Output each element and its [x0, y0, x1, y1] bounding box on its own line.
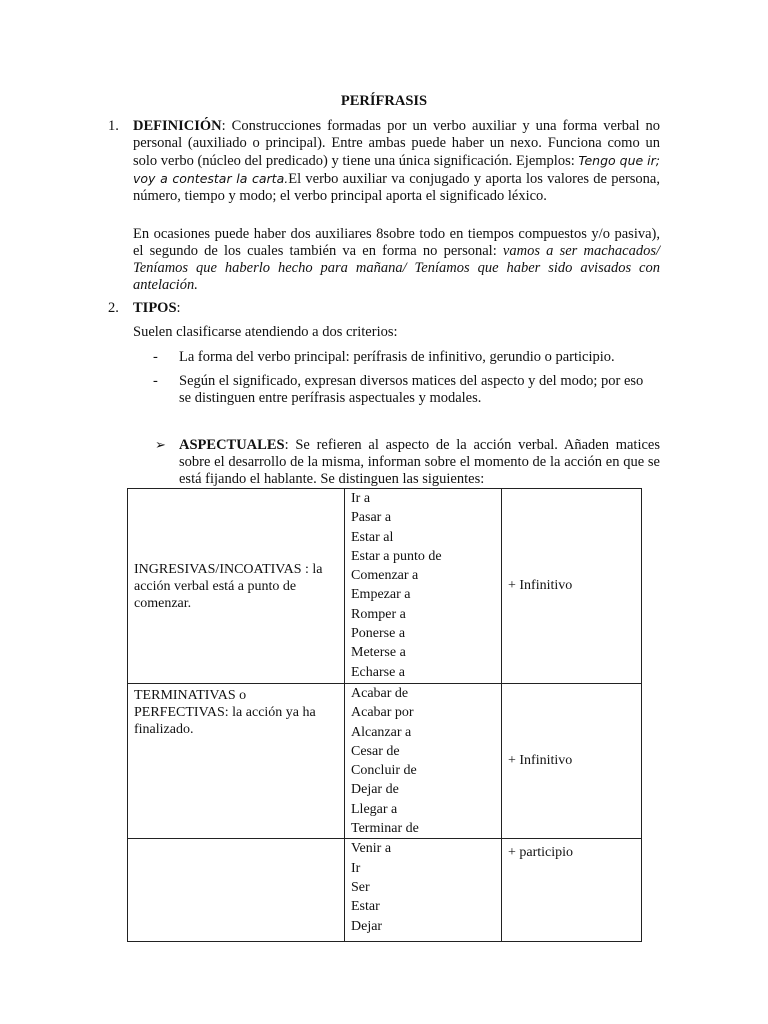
verb-item: Terminar de: [351, 821, 419, 837]
definicion-paragraph: [133, 118, 660, 205]
definicion-example: Tengo que ir; voy a contestar la carta.: [133, 153, 660, 186]
definicion-text-b: El verbo auxiliar va conjugado y aporta los valores de persona, número, tiempo y modo; el verbo principal aporta el significado léxico.: [133, 171, 660, 204]
verbs-cell: [345, 684, 502, 839]
form-cell: [502, 839, 642, 942]
form-cell: [502, 684, 642, 839]
definicion-text-a: : Construcciones formadas por un verbo auxiliar y una forma verbal no personal (auxiliado o principal). Entre ambas puede haber un nexo. Funciona como un solo verbo (núcleo del predicado) y tiene una única significación. Ejemplos:: [133, 118, 660, 169]
verb-item: Venir a: [351, 841, 392, 857]
type-text: INGRESIVAS/INCOATIVAS : la acción verbal está a punto de comenzar.: [134, 561, 323, 611]
perifrasis-table: [127, 488, 642, 942]
section-definicion: [108, 118, 660, 205]
list-item-text: Según el significado, expresan diversos matices del aspecto y del modo; por eso se distinguen entre perífrasis aspectuales y modales.: [179, 373, 644, 406]
verb-item: Estar al: [351, 529, 394, 545]
aspectuales-text: : Se refieren al aspecto de la acción verbal. Añaden matices sobre el desarrollo de la misma, informan sobre el momento de la acción en que se está fijando el hablante. Se distinguen las siguientes:: [179, 437, 660, 487]
verb-item: Comenzar a: [351, 568, 419, 584]
auxiliares-examples: vamos a ser machacados/ Teníamos que haberlo hecho para mañana/ Teníamos que haber sido avisados con antelación.: [133, 243, 660, 293]
dash-bullet: -: [153, 349, 158, 365]
list-item-text: La forma del verbo principal: perífrasis de infinitivo, gerundio o participio.: [179, 349, 615, 365]
form-text: + Infinitivo: [508, 578, 573, 593]
list-item: [153, 349, 657, 366]
type-text: TERMINATIVAS o PERFECTIVAS: la acción ya ha finalizado.: [134, 688, 316, 737]
tipos-intro: Suelen clasificarse atendiendo a dos criterios:: [133, 324, 398, 340]
verbs-cell: [345, 839, 502, 942]
page-title: PERÍFRASIS: [340, 93, 428, 109]
verb-item: Llegar a: [351, 801, 398, 817]
verb-item: Estar a punto de: [351, 548, 442, 564]
dash-bullet: -: [153, 373, 158, 389]
form-cell: [502, 489, 642, 684]
heading-colon: :: [176, 300, 181, 316]
auxiliares-text: En ocasiones puede haber dos auxiliares 8sobre todo en tiempos compuestos y/o pasiva), el segundo de los cuales también va en forma no personal:: [133, 226, 660, 259]
arrow-bullet-icon: ➢: [155, 438, 166, 453]
section-heading: TIPOS: [133, 300, 177, 316]
table-row: [128, 489, 642, 684]
auxiliares-paragraph: [133, 226, 660, 294]
type-cell: [128, 489, 345, 684]
form-text: + participio: [508, 845, 574, 861]
verb-item: Acabar de: [351, 686, 409, 701]
verb-item: Cesar de: [351, 743, 400, 759]
verb-item: Acabar por: [351, 705, 414, 721]
verb-item: Romper a: [351, 606, 406, 622]
aspectuales-paragraph: [155, 437, 660, 488]
form-text: + Infinitivo: [508, 752, 573, 768]
section-number: 2.: [108, 300, 119, 316]
verb-item: Ir a: [351, 491, 371, 506]
section-heading: DEFINICIÓN: [133, 118, 222, 134]
verb-item: Empezar a: [351, 587, 411, 603]
verb-item: Pasar a: [351, 510, 392, 526]
verb-item: Ponerse a: [351, 626, 406, 642]
type-cell: [128, 684, 345, 839]
verb-item: Estar: [351, 899, 380, 915]
table-row: [128, 684, 642, 839]
verb-item: Dejar de: [351, 782, 399, 798]
verb-item: Echarse a: [351, 664, 406, 680]
verb-item: Concluir de: [351, 763, 417, 779]
table-row: [128, 839, 642, 942]
verb-item: Dejar: [351, 918, 383, 934]
aspectuales-heading: ASPECTUALES: [179, 437, 285, 453]
verb-item: Ir: [351, 860, 361, 876]
list-item: [153, 373, 657, 407]
verb-item: Alcanzar a: [351, 724, 412, 740]
section-number: 1.: [108, 118, 119, 134]
section-tipos: [108, 300, 660, 317]
verb-item: Meterse a: [351, 645, 406, 661]
verbs-cell: [345, 489, 502, 684]
type-cell: [128, 839, 345, 942]
verb-item: Ser: [351, 879, 370, 895]
